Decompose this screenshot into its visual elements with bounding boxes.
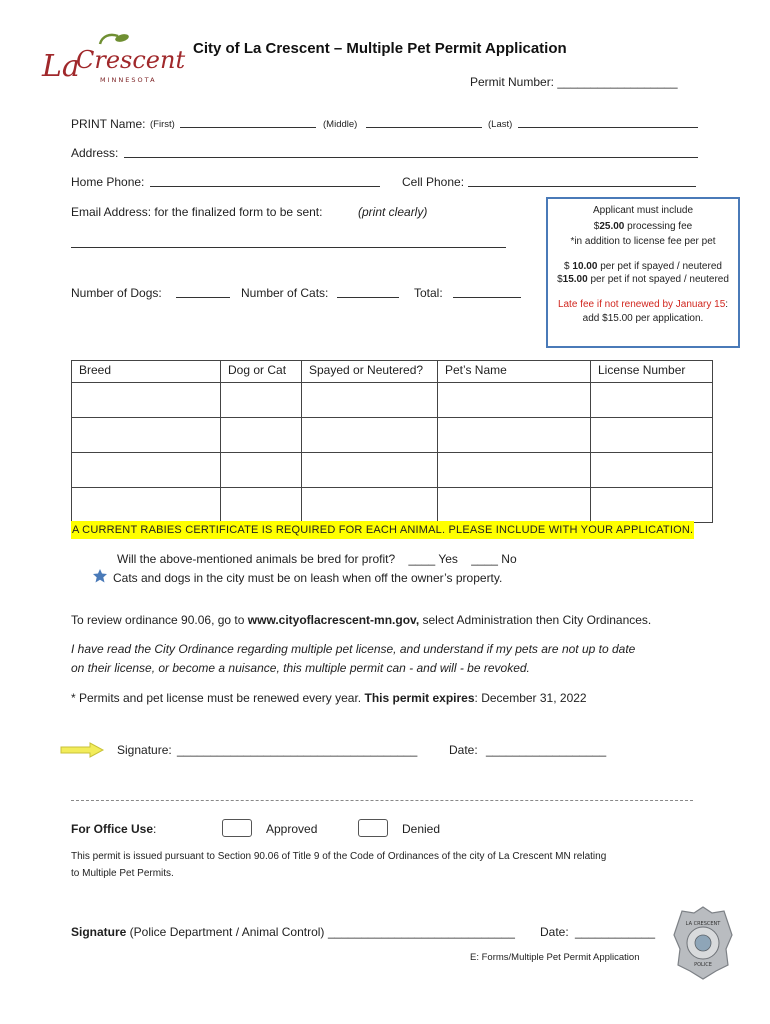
cell[interactable] <box>591 453 713 488</box>
permit-number-field[interactable]: __________________ <box>557 75 678 89</box>
bred-question: Will the above-mentioned animals be bred for profit? ____ Yes ____ No <box>117 552 517 566</box>
denied-checkbox[interactable] <box>358 819 388 837</box>
signature-field[interactable]: ____________________________________ <box>177 743 418 757</box>
cell[interactable] <box>591 418 713 453</box>
rabies-notice: A CURRENT RABIES CERTIFICATE IS REQUIRED FOR EACH ANIMAL. PLEASE INCLUDE WITH YOUR APPLICATION. <box>71 521 694 539</box>
table-row <box>72 488 713 523</box>
badge-bottom-text: POLICE <box>694 962 712 968</box>
office-use-label: For Office Use: <box>71 822 157 836</box>
la-crescent-logo <box>40 30 186 92</box>
cell[interactable] <box>72 453 221 488</box>
cell[interactable] <box>438 453 591 488</box>
renewal-line: * Permits and pet license must be renewed every year. This permit expires: December 31, 2022 <box>71 691 587 705</box>
address-field[interactable] <box>124 146 698 158</box>
home-phone-field[interactable] <box>150 175 380 187</box>
logo-la: La <box>42 49 80 84</box>
cell[interactable] <box>438 418 591 453</box>
approved-label: Approved <box>266 822 318 836</box>
divider <box>71 800 693 801</box>
cell[interactable] <box>72 418 221 453</box>
table-row <box>72 383 713 418</box>
date-label: Date: <box>449 743 478 757</box>
col-pet-name: Pet’s Name <box>438 361 591 383</box>
col-license: License Number <box>591 361 713 383</box>
signature-label: Signature: <box>117 743 172 757</box>
cell-phone-field[interactable] <box>468 175 696 187</box>
cell-phone-label: Cell Phone: <box>402 175 465 189</box>
cell[interactable] <box>302 383 438 418</box>
total-label: Total: <box>414 286 443 300</box>
middle-label: (Middle) <box>323 119 358 130</box>
footer-path: E: Forms/Multiple Pet Permit Application <box>470 952 640 963</box>
first-name-field[interactable] <box>180 116 316 128</box>
permit-statement-1: This permit is issued pursuant to Section 90.06 of Title 9 of the Code of Ordinances of the city of La Crescent MN relating <box>71 851 607 862</box>
police-date-label: Date: <box>540 925 569 939</box>
police-signature-label: Signature (Police Department / Animal Control) <box>71 925 325 939</box>
col-spayed: Spayed or Neutered? <box>302 361 438 383</box>
fee-note: *in addition to license fee per pet <box>570 236 716 247</box>
star-bullet-icon <box>93 569 107 583</box>
leash-note: Cats and dogs in the city must be on leash when off the owner’s property. <box>113 571 503 585</box>
permit-statement-2: to Multiple Pet Permits. <box>71 868 174 879</box>
ordinance-link[interactable]: www.cityoflacrescent-mn.gov, <box>247 613 420 627</box>
cats-count-field[interactable] <box>337 286 399 298</box>
dogs-count-field[interactable] <box>176 286 230 298</box>
table-row <box>72 453 713 488</box>
total-count-field[interactable] <box>453 286 521 298</box>
cell[interactable] <box>302 488 438 523</box>
police-badge-icon <box>672 905 734 981</box>
denied-label: Denied <box>402 822 441 836</box>
address-label: Address: <box>71 146 119 160</box>
bred-yes-field[interactable]: ____ <box>408 552 436 566</box>
police-signature-field[interactable]: ____________________________ <box>328 925 515 939</box>
email-field[interactable] <box>71 236 506 248</box>
cell[interactable] <box>591 383 713 418</box>
home-phone-label: Home Phone: <box>71 175 145 189</box>
email-label: Email Address: for the finalized form to be sent: <box>71 205 323 219</box>
cell[interactable] <box>438 383 591 418</box>
bred-no-field[interactable]: ____ <box>471 552 498 566</box>
police-date-field[interactable]: ____________ <box>575 925 656 939</box>
table-row <box>72 418 713 453</box>
permit-number-label: Permit Number: __________________ <box>470 75 678 89</box>
late-fee-add: add $15.00 per application. <box>582 313 704 324</box>
print-name-label: PRINT Name: <box>71 117 146 131</box>
page-title: City of La Crescent – Multiple Pet Permit Application <box>193 40 567 57</box>
spayed-fee: $ 10.00 per pet if spayed / neutered <box>564 260 722 272</box>
cats-label: Number of Cats: <box>241 286 329 300</box>
cell[interactable] <box>591 488 713 523</box>
approved-checkbox[interactable] <box>222 819 252 837</box>
print-clearly-note: (print clearly) <box>358 205 428 219</box>
unspayed-fee: $15.00 per pet if not spayed / neutered <box>557 274 729 285</box>
fee-line1: Applicant must include <box>592 205 694 216</box>
pet-table <box>71 360 713 523</box>
first-label: (First) <box>150 119 175 130</box>
logo-minnesota: MINNESOTA <box>100 76 157 84</box>
cell[interactable] <box>302 418 438 453</box>
fee-info-box <box>546 197 740 348</box>
arrow-right-icon <box>60 742 104 758</box>
dogs-label: Number of Dogs: <box>71 286 162 300</box>
cell[interactable] <box>302 453 438 488</box>
processing-fee: $25.00 processing fee <box>593 220 693 232</box>
table-header-row <box>72 361 713 383</box>
badge-top-text: LA CRESCENT <box>685 921 721 927</box>
last-name-field[interactable] <box>518 116 698 128</box>
cell[interactable] <box>221 418 302 453</box>
logo-crescent: Crescent <box>76 46 186 74</box>
cell[interactable] <box>221 383 302 418</box>
date-field[interactable]: __________________ <box>486 743 607 757</box>
cell[interactable] <box>221 453 302 488</box>
ordinance-line: To review ordinance 90.06, go to www.cityoflacrescent-mn.gov, select Administration then City Ordinances. <box>71 613 652 627</box>
ack-line2: on their license, or become a nuisance, this multiple permit can - and will - be revoked. <box>71 661 530 675</box>
col-breed: Breed <box>72 361 221 383</box>
col-dog-or-cat: Dog or Cat <box>221 361 302 383</box>
middle-name-field[interactable] <box>366 116 482 128</box>
late-fee: Late fee if not renewed by January 15: <box>557 298 729 310</box>
cell[interactable] <box>72 383 221 418</box>
cell[interactable] <box>221 488 302 523</box>
cell[interactable] <box>438 488 591 523</box>
last-label: (Last) <box>488 119 513 130</box>
ack-line1: I have read the City Ordinance regarding multiple pet license, and understand if my pets are not up to date <box>71 642 636 656</box>
cell[interactable] <box>72 488 221 523</box>
